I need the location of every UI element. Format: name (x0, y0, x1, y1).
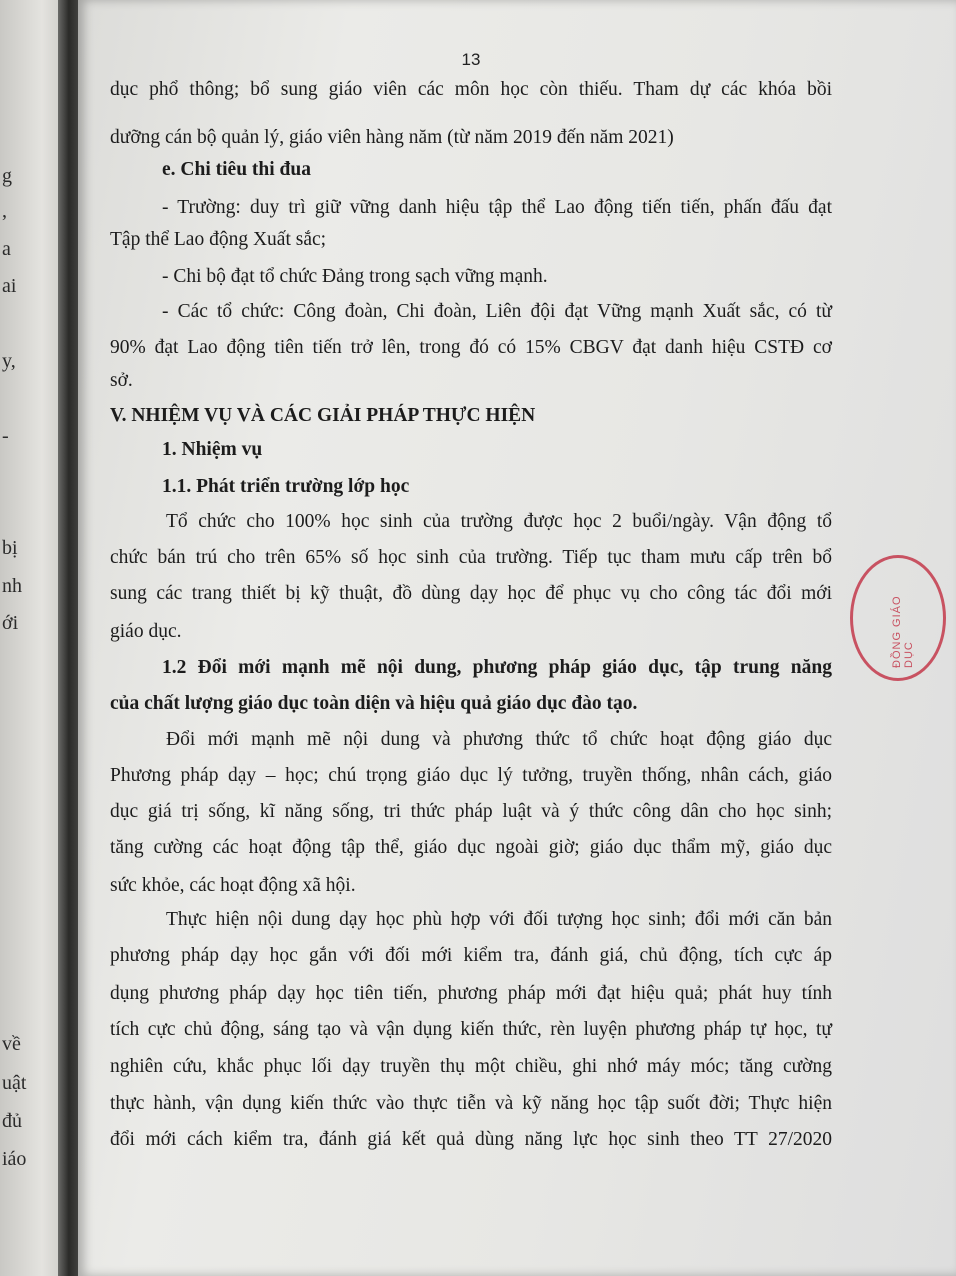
left-page-fragment: nh (2, 575, 22, 597)
subsection-heading: 1.1. Phát triển trường lớp học (162, 476, 410, 497)
subsection-heading: của chất lượng giáo dục toàn diện và hiệu quả giáo dục đào tạo. (110, 693, 638, 714)
left-page-fragment: iáo (2, 1148, 27, 1170)
text-line: dụng phương pháp dạy học tiên tiến, phương pháp mới đạt hiệu quả; phát huy tính (110, 983, 832, 1004)
text-line: tăng cường các hoạt động tập thể, giáo dục ngoài giờ; giáo dục thẩm mỹ, giáo dục (110, 837, 832, 858)
left-page-fragment: y, (2, 350, 16, 372)
left-page-fragment: về (2, 1033, 21, 1055)
text-line: Phương pháp dạy – học; chú trọng giáo dục lý tưởng, truyền thống, nhân cách, giáo (110, 765, 832, 786)
page-content (110, 0, 832, 1276)
left-page-fragment: ới (2, 612, 19, 634)
text-line: Thực hiện nội dung dạy học phù hợp với đối tượng học sinh; đổi mới căn bản (166, 909, 832, 930)
red-seal-stamp (850, 555, 946, 681)
left-page-fragment: , (2, 200, 7, 222)
left-page-fragment: a (2, 238, 11, 260)
subsection-heading: 1. Nhiệm vụ (162, 439, 263, 460)
left-page-fragment: g (2, 165, 12, 187)
text-line: - Trường: duy trì giữ vững danh hiệu tập thể Lao động tiến tiến, phấn đấu đạt (162, 197, 832, 218)
text-line: sở. (110, 370, 133, 391)
left-page-fragment: bị (2, 537, 18, 559)
text-line: nghiên cứu, khắc phục lối dạy truyền thụ một chiều, ghi nhớ máy móc; tăng cường (110, 1056, 832, 1077)
text-line: chức bán trú cho trên 65% số học sinh của trường. Tiếp tục tham mưu cấp trên bổ (110, 547, 832, 568)
text-line: dục phổ thông; bổ sung giáo viên các môn học còn thiếu. Tham dự các khóa bồi (110, 79, 832, 100)
text-line: dưỡng cán bộ quản lý, giáo viên hàng năm (từ năm 2019 đến năm 2021) (110, 127, 674, 148)
left-page-fragment: - (2, 425, 9, 447)
text-line: sức khỏe, các hoạt động xã hội. (110, 875, 356, 896)
left-page-edge (0, 0, 60, 1276)
text-line: đổi mới cách kiểm tra, đánh giá kết quả dùng năng lực học sinh theo TT 27/2020 (110, 1129, 832, 1150)
text-line: sung các trang thiết bị kỹ thuật, đồ dùng dạy học để phục vụ cho công tác đổi mới (110, 583, 832, 604)
text-line: Tổ chức cho 100% học sinh của trường được học 2 buổi/ngày. Vận động tổ (166, 511, 832, 532)
text-line: Tập thể Lao động Xuất sắc; (110, 229, 327, 250)
text-line: tích cực chủ động, sáng tạo và vận dụng kiến thức, rèn luyện phương pháp tự học, tự (110, 1019, 832, 1040)
section-heading: e. Chi tiêu thi đua (162, 159, 311, 180)
chapter-heading: V. NHIỆM VỤ VÀ CÁC GIẢI PHÁP THỰC HIỆN (110, 405, 536, 426)
left-page-fragment: uật (2, 1072, 27, 1094)
subsection-heading: 1.2 Đổi mới mạnh mẽ nội dung, phương pháp giáo dục, tập trung năng (162, 657, 832, 678)
left-page-fragment: đủ (2, 1110, 22, 1132)
text-line: 90% đạt Lao động tiên tiến trở lên, trong đó có 15% CBGV đạt danh hiệu CSTĐ cơ (110, 337, 832, 358)
document-page (78, 0, 956, 1276)
text-line: Đổi mới mạnh mẽ nội dung và phương thức tổ chức hoạt động giáo dục (166, 729, 832, 750)
text-line: thực hành, vận dụng kiến thức vào thực tiễn và kỹ năng học tập suốt đời; Thực hiện (110, 1093, 832, 1114)
text-line: dục giá trị sống, kĩ năng sống, tri thức pháp luật và ý thức công dân cho học sinh; (110, 801, 832, 822)
text-line: - Các tổ chức: Công đoàn, Chi đoàn, Liên đội đạt Vững mạnh Xuất sắc, có từ (162, 301, 832, 322)
stamp-text: ĐỒNG GIÁO DỤC (891, 595, 915, 668)
text-line: - Chi bộ đạt tổ chức Đảng trong sạch vững mạnh. (162, 266, 548, 287)
page-number: 13 (461, 50, 481, 69)
left-page-fragment: ai (2, 275, 17, 297)
text-line: phương pháp dạy học gắn với đối mới kiểm tra, đánh giá, chủ động, tích cực áp (110, 945, 832, 966)
text-line: giáo dục. (110, 621, 182, 642)
